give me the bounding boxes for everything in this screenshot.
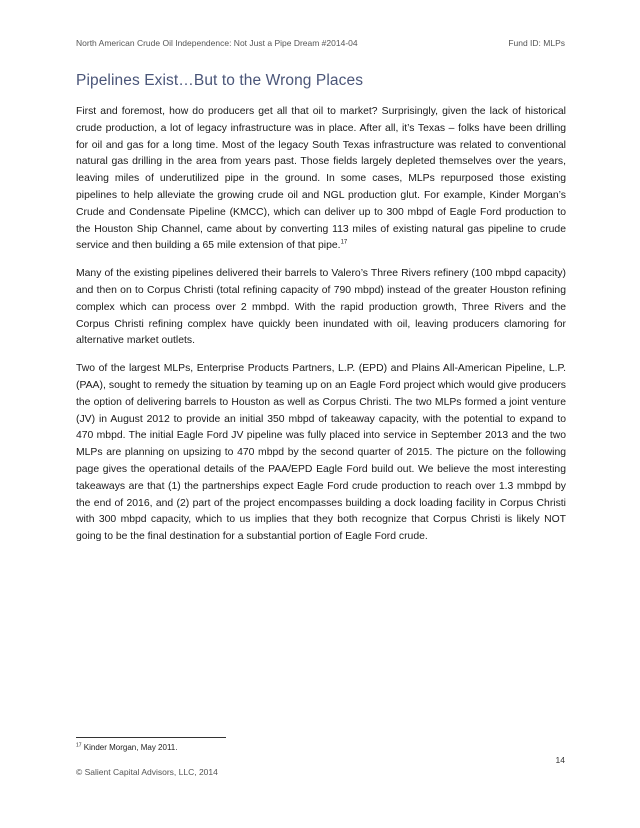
paragraph-1-text: First and foremost, how do producers get all that oil to market? Surprisingly, given the lack of historical crude production, a lot of legacy infrastructure was in place. After all, it’s Texas – folks have been drilling for oil and gas for a long time. Most of the legacy South Texas infrastructure was related to conventional natural gas drilling in the area from years past. Those fields largely depleted themselves over the years, leaving miles of underutilized pipe in the ground. In some cases, MLPs repurposed those existing pipelines to help alleviate the growing crude oil and NGL production glut. For example, Kinder Morgan’s Crude and Condensate Pipeline (KMCC), which can deliver up to 300 mbpd of Eagle Ford production to the Houston Ship Channel, came about by converting 113 miles of existing natural gas pipeline to crude service and then building a 65 mile extension of that pipe. <box>76 106 566 252</box>
paragraph-3 <box>76 361 566 546</box>
paragraph-2 <box>76 266 566 350</box>
paragraph-1 <box>76 104 566 255</box>
section-title: Pipelines Exist…But to the Wrong Places <box>76 72 364 89</box>
footnote <box>76 743 177 752</box>
footnote-divider <box>76 737 226 738</box>
page-header <box>76 38 565 52</box>
footnote-text: Kinder Morgan, May 2011. <box>81 743 178 752</box>
page-number: 14 <box>555 755 565 765</box>
footnote-number: 17 <box>76 742 82 749</box>
header-document-title: North American Crude Oil Independence: Not Just a Pipe Dream #2014-04 <box>76 38 358 48</box>
paragraph-2-text: Many of the existing pipelines delivered their barrels to Valero’s Three Rivers refinery (100 mbpd capacity) and then on to Corpus Christi (total refining capacity of 790 mbpd) instead of the greater Houston refining complex which can process over 2 mmbpd. With the rapid production growth, Three Rivers and the Corpus Christi refining complex have quickly been inundated with oil, leaving producers clamoring for alternative market outlets. <box>76 268 566 347</box>
header-fund-id: Fund ID: MLPs <box>508 38 565 48</box>
footnote-reference[interactable]: 17 <box>340 239 348 246</box>
copyright-notice: © Salient Capital Advisors, LLC, 2014 <box>76 767 218 777</box>
paragraph-3-text: Two of the largest MLPs, Enterprise Products Partners, L.P. (EPD) and Plains All-American Pipeline, L.P. (PAA), sought to remedy the situation by teaming up on an Eagle Ford project which would give producers the option of delivering barrels to Houston as well as Corpus Christi. The two MLPs formed a joint venture (JV) in August 2012 to provide an initial 350 mbpd of takeaway capacity, with the potential to expand to 470 mbpd. The initial Eagle Ford JV pipeline was fully placed into service in September 2013 and the two MLPs are planning on upsizing to 470 mbpd by the second quarter of 2015. The picture on the following page gives the operational details of the PAA/EPD Eagle Ford build out. We believe the most interesting takeaways are that (1) the partnerships expect Eagle Ford crude production to reach over 1.3 mmbpd by the end of 2016, and (2) part of the project encompasses building a dock loading facility in Corpus Christi with 300 mbpd capacity, which to us implies that they both recognize that Corpus Christi is likely NOT going to be the final destination for a substantial portion of Eagle Ford crude. <box>76 363 566 543</box>
body-text <box>76 104 566 557</box>
